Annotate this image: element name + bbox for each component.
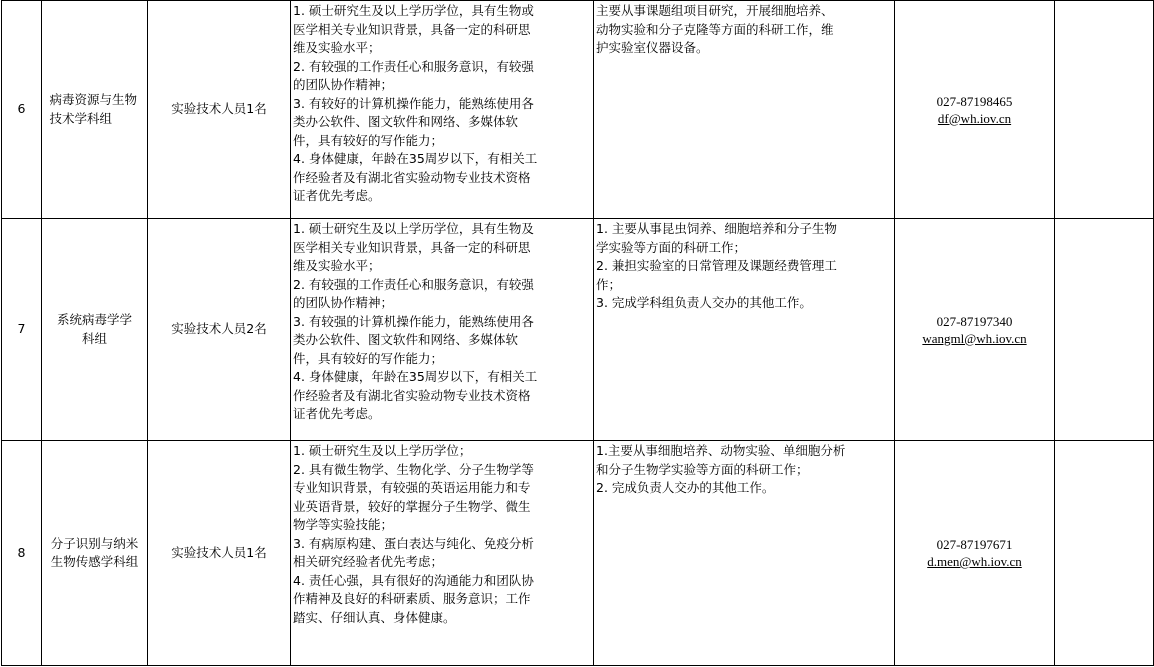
duties: 主要从事课题组项目研究，开展细胞培养、 动物实验和分子克隆等方面的科研工作，维 护实验室仪器设备。: [594, 1, 895, 219]
notes-cell: [1055, 219, 1154, 441]
group-name: 系统病毒学学科组: [42, 219, 148, 441]
phone: 027-87197340: [936, 313, 1013, 329]
row-index: 8: [2, 441, 42, 666]
group-name: 病毒资源与生物技术学科组: [42, 1, 148, 219]
contact: [895, 441, 1055, 666]
table-row: [2, 441, 1154, 666]
email-link[interactable]: d.men@wh.iov.cn: [927, 554, 1022, 569]
notes-cell: [1055, 1, 1154, 219]
position: 实验技术人员2名: [148, 219, 291, 441]
duties: 1.主要从事细胞培养、动物实验、单细胞分析 和分子生物学实验等方面的科研工作； 2. 完成负责人交办的其他工作。: [594, 441, 895, 666]
notes-cell: [1055, 441, 1154, 666]
requirements: 1. 硕士研究生及以上学历学位，具有生物及 医学相关专业知识背景，具备一定的科研思 维及实验水平； 2. 有较强的工作责任心和服务意识，有较强 的团队协作精神； 3. 有较强的计算机操作能力，能熟练使用各 类办公软件、图文软件和网络、多媒体软 件，具有较好的写作能力； 4. 身体健康，年龄在35周岁以下，有相关工 作经验者及有湖北省实验动物专业技术资格 证者优先考虑。: [291, 219, 594, 441]
position: 实验技术人员1名: [148, 441, 291, 666]
group-name: 分子识别与纳米生物传感学科组: [42, 441, 148, 666]
table-row: [2, 219, 1154, 441]
row-index: 7: [2, 219, 42, 441]
contact: [895, 219, 1055, 441]
table-row: [2, 1, 1154, 219]
requirements: 1. 硕士研究生及以上学历学位； 2. 具有微生物学、生物化学、分子生物学等 专业知识背景，有较强的英语运用能力和专 业英语背景，较好的掌握分子生物学、微生 物学等实验技能； 3. 有病原构建、蛋白表达与纯化、免疫分析 相关研究经验者优先考虑； 4. 责任心强，具有很好的沟通能力和团队协 作精神及良好的科研素质、服务意识；工作 踏实、仔细认真、身体健康。: [291, 441, 594, 666]
email-link[interactable]: df@wh.iov.cn: [937, 110, 1012, 126]
contact: [895, 1, 1055, 219]
phone: 027-87198465: [936, 93, 1013, 109]
email-link[interactable]: wangml@wh.iov.cn: [922, 330, 1027, 346]
phone: 027-87197671: [936, 537, 1013, 552]
recruitment-table: [1, 0, 1154, 666]
row-index: 6: [2, 1, 42, 219]
position: 实验技术人员1名: [148, 1, 291, 219]
duties: 1. 主要从事昆虫饲养、细胞培养和分子生物 学实验等方面的科研工作； 2. 兼担实验室的日常管理及课题经费管理工 作； 3. 完成学科组负责人交办的其他工作。: [594, 219, 895, 441]
requirements: 1. 硕士研究生及以上学历学位，具有生物或 医学相关专业知识背景，具备一定的科研思 维及实验水平； 2. 有较强的工作责任心和服务意识，有较强 的团队协作精神； 3. 有较好的计算机操作能力，能熟练使用各 类办公软件、图文软件和网络、多媒体软 件，具有较好的写作能力； 4. 身体健康，年龄在35周岁以下，有相关工 作经验者及有湖北省实验动物专业技术资格 证者优先考虑。: [291, 1, 594, 219]
